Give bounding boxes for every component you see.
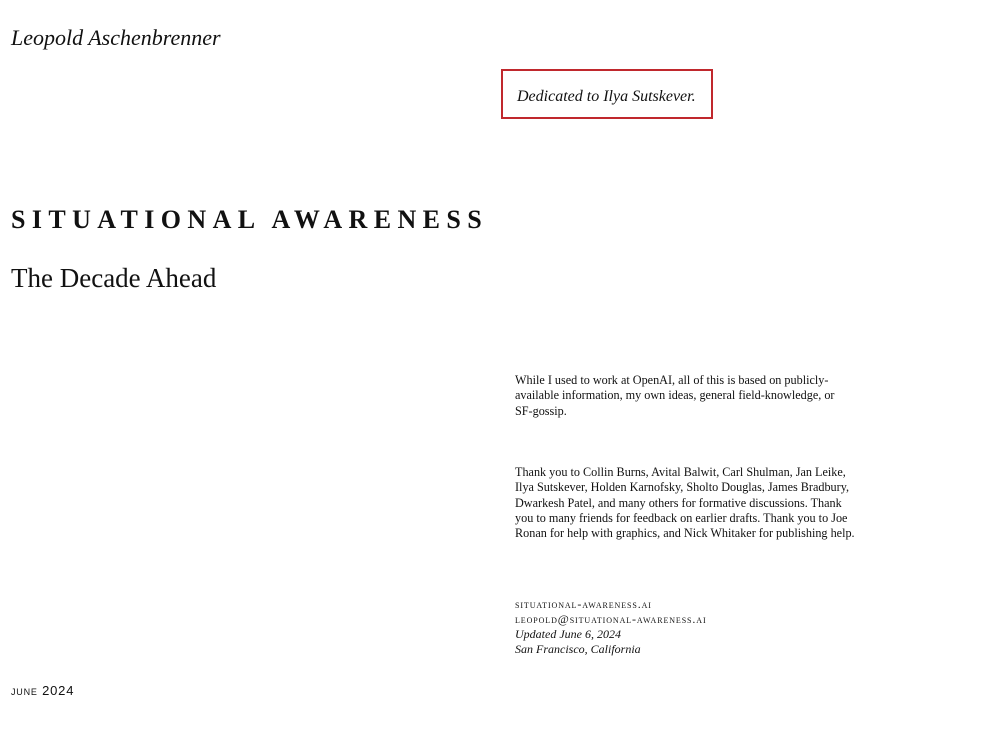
author-name: Leopold Aschenbrenner xyxy=(11,25,221,50)
disclaimer-paragraph: While I used to work at OpenAI, all of this is based on publicly-available information, my own ideas, general field-knowledge, or SF-gossip. xyxy=(515,373,835,418)
contact-block xyxy=(515,597,707,657)
dedication-text: Dedicated to Ilya Sutskever. xyxy=(517,88,696,105)
dedication-box xyxy=(501,69,713,119)
acknowledgements-paragraph: Thank you to Collin Burns, Avital Balwit, Carl Shulman, Jan Leike, Ilya Sutskever, Holden Karnofsky, Sholto Douglas, James Bradbury, Dwarkesh Patel, and many others for formative discussions. Thank you to many friends for feedback on earlier drafts. Thank you to Joe Ronan for help with graphics, and Nick Whitaker for publishing help. xyxy=(515,465,855,541)
publication-date: june 2024 xyxy=(11,683,75,698)
updated-date: Updated June 6, 2024 xyxy=(515,627,621,641)
location: San Francisco, California xyxy=(515,642,641,656)
email-link[interactable]: leopold@situational-awareness.ai xyxy=(515,612,707,626)
document-subtitle: The Decade Ahead xyxy=(11,263,217,293)
website-link[interactable]: situational-awareness.ai xyxy=(515,597,652,611)
document-title: SITUATIONAL AWARENESS xyxy=(11,205,489,234)
